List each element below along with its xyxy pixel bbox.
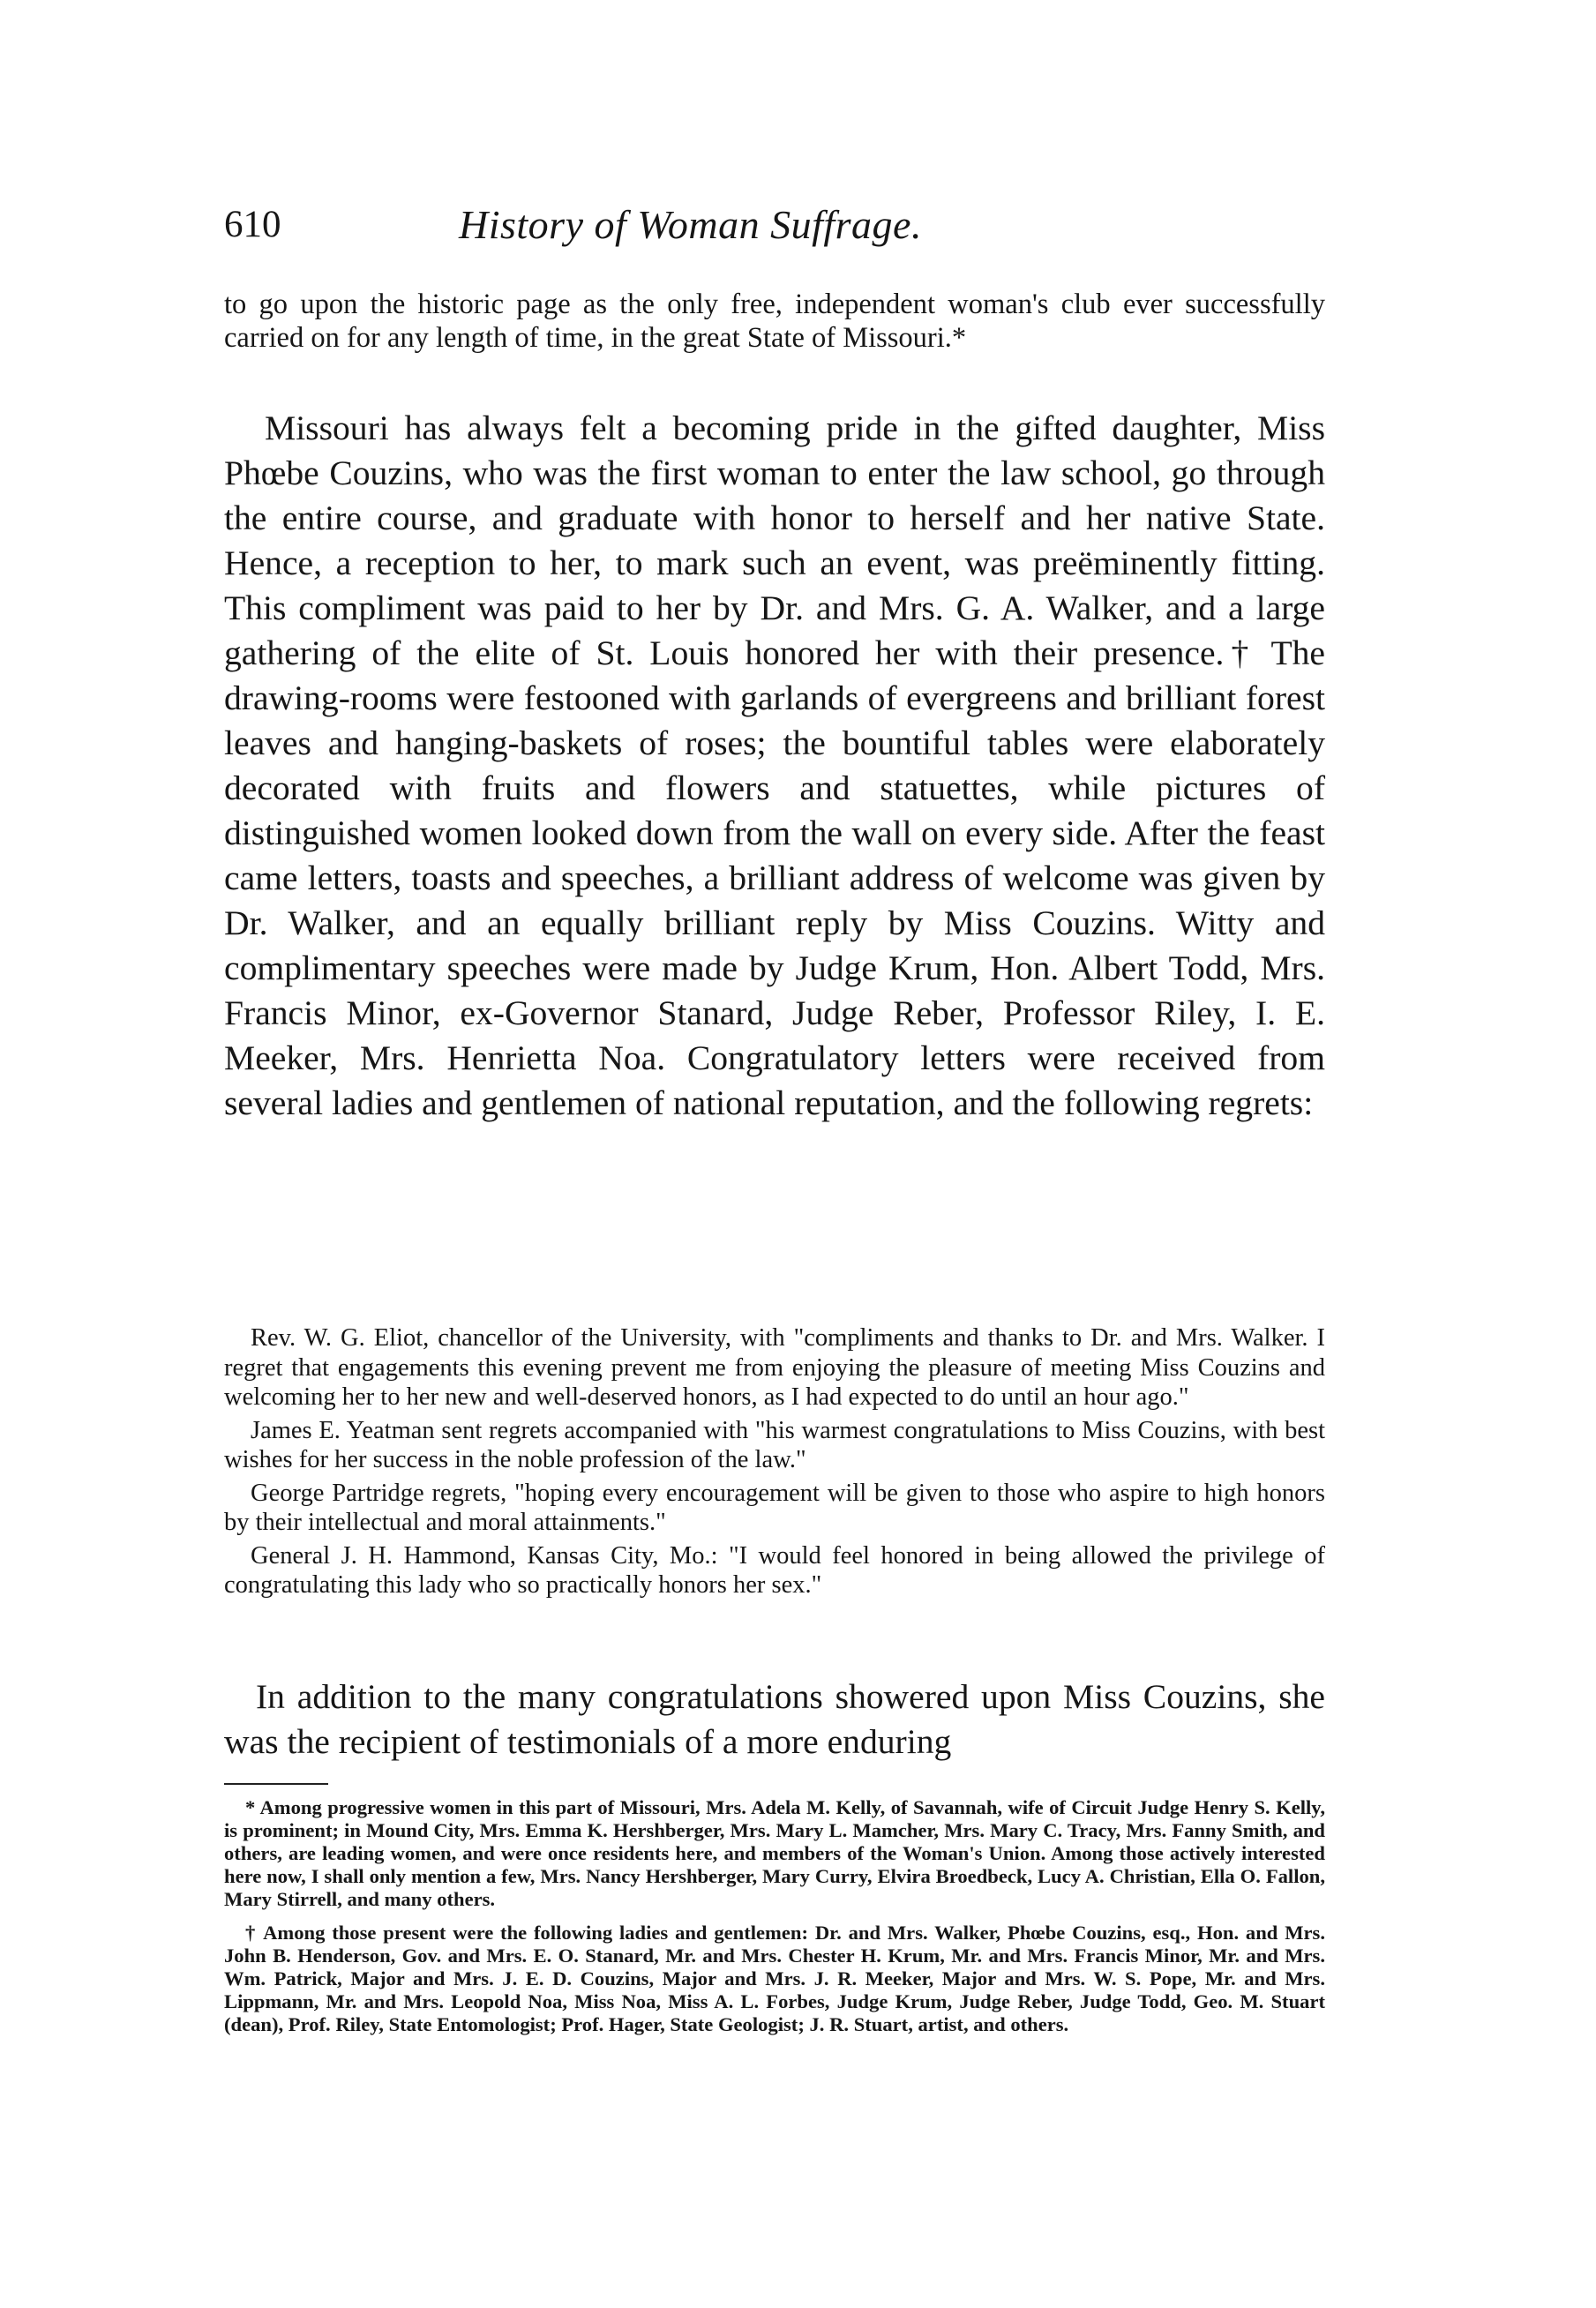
letter-eliot: Rev. W. G. Eliot, chancellor of the University, with "compliments and thanks to Dr. and Mrs. Walker. I regret that engagements this evening prevent me from enjoying the pleasure of meeting Miss Couzins and welcoming her to her new and well-deserved honors, as I had expected to do until an hour ago." xyxy=(224,1324,1325,1411)
letter-hammond: General J. H. Hammond, Kansas City, Mo.: "I would feel honored in being allowed the privilege of congratulating this lady who so practically honors her sex." xyxy=(224,1541,1325,1599)
footnote-divider xyxy=(224,1783,328,1785)
running-title: History of Woman Suffrage. xyxy=(459,202,922,247)
continued-paragraph xyxy=(224,288,1325,355)
main-paragraph xyxy=(224,406,1325,1126)
footnotes xyxy=(224,1796,1325,2047)
footnote-dagger: † Among those present were the following ladies and gentlemen: Dr. and Mrs. Walker, Phœbe Couzins, esq., Hon. and Mrs. John B. Henderson, Gov. and Mrs. E. O. Stanard, Mr. and Mrs. Chester H. Krum, Mr. and Mrs. Francis Minor, Mr. and Mrs. Wm. Patrick, Major and Mrs. J. E. D. Couzins, Major and Mrs. J. R. Meeker, Major and Mrs. W. S. Pope, Mr. and Mrs. Lippmann, Mr. and Mrs. Leopold Noa, Miss Noa, Miss A. L. Forbes, Judge Krum, Judge Reber, Judge Todd, Geo. M. Stuart (dean), Prof. Riley, State Entomologist; Prof. Hager, State Geologist; J. R. Stuart, artist, and others. xyxy=(224,1922,1325,2035)
closing-paragraph xyxy=(224,1675,1325,1765)
page-header xyxy=(224,196,1336,254)
page-number: 610 xyxy=(224,204,281,245)
continued-paragraph-text: to go upon the historic page as the only free, independent woman's club ever successfully carried on for any length of time, in the great State of Missouri.* xyxy=(224,288,1325,354)
letter-yeatman: James E. Yeatman sent regrets accompanied with "his warmest congratulations to Miss Couzins, with best wishes for her success in the noble profession of the law." xyxy=(224,1416,1325,1473)
footnote-asterisk: * Among progressive women in this part of Missouri, Mrs. Adela M. Kelly, of Savannah, wife of Circuit Judge Henry S. Kelly, is prominent; in Mound City, Mrs. Emma K. Hershberger, Mrs. Mary L. Mamcher, Mrs. Mary C. Tracy, Mrs. Fanny Smith, and others, are leading women, and were once residents here, and members of the Woman's Union. Among those actively interested here now, I shall only mention a few, Mrs. Nancy Hershberger, Mary Curry, Elvira Broedbeck, Lucy A. Christian, Ella O. Fallon, Mary Stirrell, and many others. xyxy=(224,1796,1325,1910)
regrets-letters xyxy=(224,1323,1325,1604)
letter-partridge: George Partridge regrets, "hoping every encouragement will be given to those who aspire to high honors by their intellectual and moral attainments." xyxy=(224,1479,1325,1536)
main-paragraph-text: Missouri has always felt a becoming pride in the gifted daughter, Miss Phœbe Couzins, who was the first woman to enter the law school, go through the entire course, and graduate with honor to herself and her native State. Hence, a reception to her, to mark such an event, was preëminently fitting. This compliment was paid to her by Dr. and Mrs. G. A. Walker, and a large gathering of the elite of St. Louis honored her with their presence.† The drawing-rooms were festooned with garlands of evergreens and brilliant forest leaves and hanging-baskets of roses; the bountiful tables were elaborately decorated with fruits and flowers and statuettes, while pictures of distinguished women looked down from the wall on every side. After the feast came letters, toasts and speeches, a brilliant address of welcome was given by Dr. Walker, and an equally brilliant reply by Miss Couzins. Witty and complimentary speeches were made by Judge Krum, Hon. Albert Todd, Mrs. Francis Minor, ex-Governor Stanard, Judge Reber, Professor Riley, I. E. Meeker, Mrs. Henrietta Noa. Congratulatory letters were received from several ladies and gentlemen of national reputation, and the following regrets: xyxy=(224,408,1325,1122)
closing-paragraph-text: In addition to the many congratulations showered upon Miss Couzins, she was the recipient of testimonials of a more enduring xyxy=(224,1677,1325,1761)
